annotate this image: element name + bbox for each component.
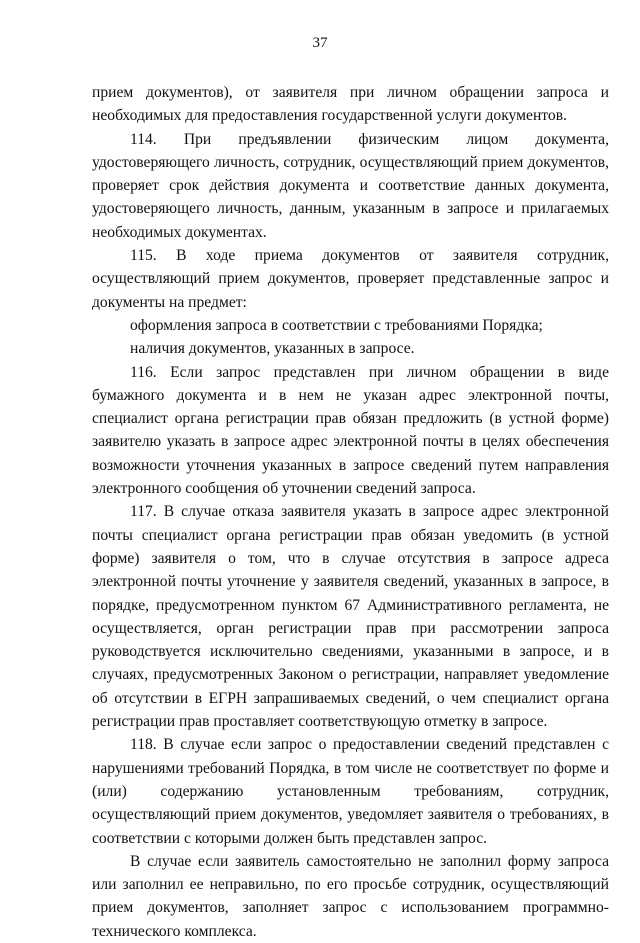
paragraph-115: 115. В ходе приема документов от заявителя сотрудник, осуществляющий прием документов, проверяет представленные запрос и документы на предмет: (92, 247, 609, 311)
document-body (92, 81, 609, 943)
paragraph-118-continued: В случае если заявитель самостоятельно не заполнил форму запроса или заполнил ее неправильно, по его просьбе сотрудник, осуществляющий прием документов, заполняет запрос с использованием программно-технического комплекса. (92, 852, 609, 940)
paragraph-114: 114. При предъявлении физическим лицом документа, удостоверяющего личность, сотрудник, осуществляющий прием документов, проверяет срок действия документа и соответствие данных документа, удостоверяющего личность, данным, указанным в запросе и прилагаемых необходимых документах. (92, 130, 609, 241)
paragraph-117: 117. В случае отказа заявителя указать в запросе адрес электронной почты специалист органа регистрации прав обязан уведомить (в устной форме) заявителя о том, что в случае отсутствия в запросе адреса электронной почты уточнение у заявителя сведений, указанных в запросе, в порядке, предусмотренном пунктом 67 Административного регламента, не осуществляется, орган регистрации прав при рассмотрении запроса руководствуется исключительно сведениями, указанными в запросе, и в случаях, предусмотренных Законом о регистрации, направляет уведомление об отсутствии в ЕГРН запрашиваемых сведений, о чем специалист органа регистрации прав проставляет соответствующую отметку в запросе. (92, 503, 609, 731)
paragraph-116: 116. Если запрос представлен при личном обращении в виде бумажного документа и в нем не указан адрес электронной почты, специалист органа регистрации прав обязан предложить (в устной форме) заявителю указать в запросе адрес электронной почты в целях обеспечения возможности уточнения указанных в запросе сведений путем направления электронного сообщения об уточнении сведений запроса. (92, 363, 609, 498)
paragraph-115-item-2: наличия документов, указанных в запросе. (130, 340, 415, 358)
paragraph-115-item-1: оформления запроса в соответствии с требованиями Порядка; (130, 316, 543, 334)
paragraph-118: 118. В случае если запрос о предоставлении сведений представлен с нарушениями требований Порядка, в том числе не соответствует по форме и (или) содержанию установленным требованиям, сотрудник, осуществляющий прием документов, уведомляет заявителя о требованиях, в соответствии с которыми должен быть представлен запрос. (92, 736, 609, 847)
page-number: 37 (312, 35, 328, 51)
paragraph-continuation: прием документов), от заявителя при личном обращении запроса и необходимых для предоставления государственной услуги документов. (92, 84, 609, 125)
